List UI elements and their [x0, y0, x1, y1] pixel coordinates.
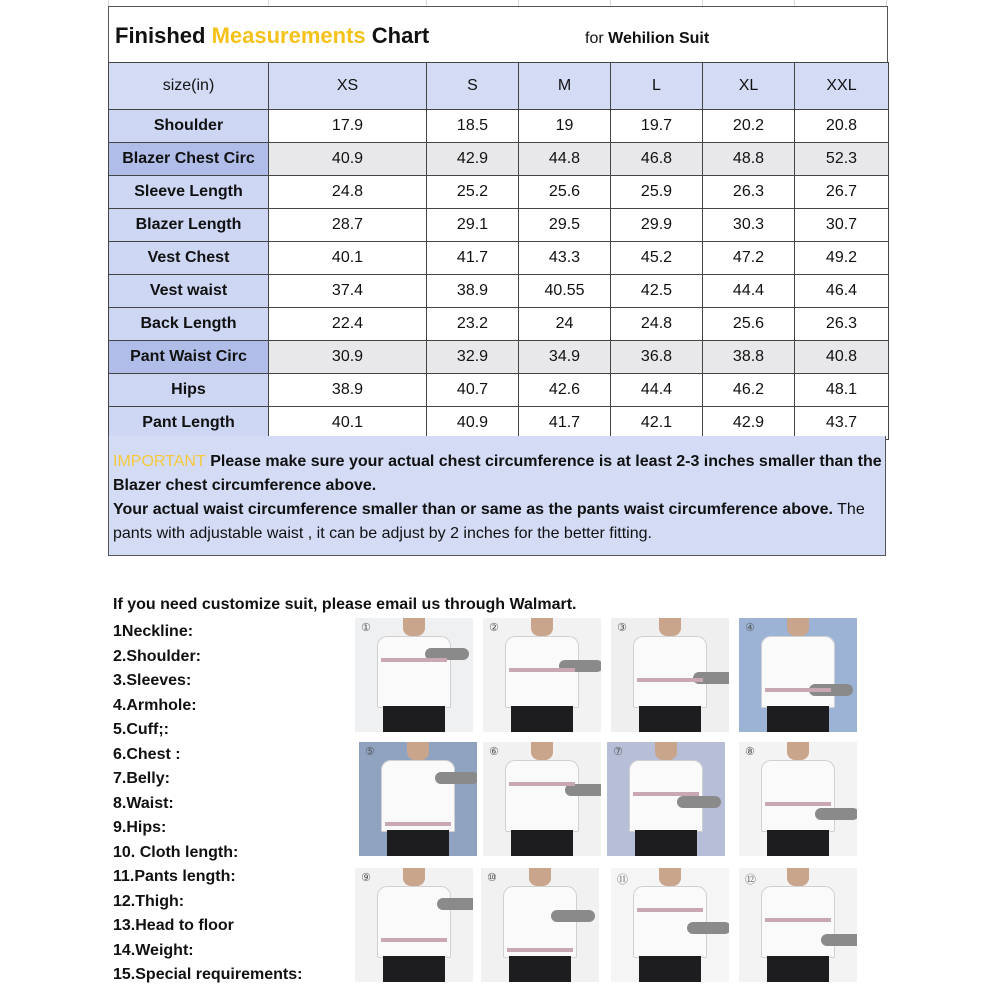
- measuring-tape: [509, 668, 575, 672]
- measurement-cell: 40.1: [269, 407, 427, 440]
- measuring-tape: [765, 688, 831, 692]
- measurement-cell: 32.9: [427, 341, 519, 374]
- guide-list-item: 9.Hips:: [113, 819, 167, 836]
- measurement-cell: 45.2: [611, 242, 703, 275]
- model-head: [403, 618, 425, 636]
- photo-number: ⑧: [745, 746, 755, 758]
- measurement-cell: 40.9: [427, 407, 519, 440]
- measurement-cell: 26.3: [795, 308, 889, 341]
- measurement-cell: 25.2: [427, 176, 519, 209]
- measuring-tape: [509, 782, 575, 786]
- photo-number: ①: [361, 622, 371, 634]
- guide-list-item: 1Neckline:: [113, 623, 194, 640]
- photo-number: ⑤: [365, 746, 375, 758]
- measuring-tape: [765, 802, 831, 806]
- chart-title: [115, 23, 429, 49]
- measuring-arm: [821, 934, 857, 946]
- measurement-cell: 24.8: [611, 308, 703, 341]
- photo-number: ③: [617, 622, 627, 634]
- guide-list-item: 6.Chest :: [113, 745, 181, 763]
- size-column-header: size(in): [109, 63, 269, 110]
- measurement-cell: 40.9: [269, 143, 427, 176]
- measurement-photo: [483, 618, 601, 732]
- measuring-arm: [687, 922, 729, 934]
- measurement-cell: 34.9: [519, 341, 611, 374]
- measurement-photo: [739, 618, 857, 732]
- size-header-cell: S: [427, 63, 519, 110]
- chart-subtitle: [585, 30, 709, 48]
- measurement-cell: 17.9: [269, 110, 427, 143]
- table-row: [109, 275, 889, 308]
- measurement-cell: 36.8: [611, 341, 703, 374]
- measurement-cell: 30.9: [269, 341, 427, 374]
- guide-list-item: 14.Weight:: [113, 941, 194, 959]
- measuring-tape: [381, 658, 447, 662]
- measuring-arm: [677, 796, 721, 808]
- model-pants: [383, 956, 445, 982]
- measuring-tape: [633, 792, 699, 796]
- photo-number: ⑪: [617, 874, 628, 886]
- measurement-photo: [611, 868, 729, 982]
- measurement-cell: 29.9: [611, 209, 703, 242]
- guide-list-item: 11.Pants length:: [113, 868, 236, 885]
- table-row: [109, 374, 889, 407]
- measurement-photo: [359, 742, 477, 856]
- photo-number: ④: [745, 622, 755, 634]
- table-row: [109, 407, 889, 440]
- measurement-cell: 42.9: [703, 407, 795, 440]
- measurement-cell: 38.9: [269, 374, 427, 407]
- important-label: IMPORTANT: [113, 453, 206, 470]
- row-label: Vest Chest: [109, 242, 269, 275]
- measurement-cell: 44.4: [703, 275, 795, 308]
- model-pants: [767, 956, 829, 982]
- table-row: [109, 341, 889, 374]
- row-label: Vest waist: [109, 275, 269, 308]
- measuring-arm: [551, 910, 595, 922]
- measurement-photo: [481, 868, 599, 982]
- measurement-cell: 46.2: [703, 374, 795, 407]
- measurement-cell: 25.6: [519, 176, 611, 209]
- model-head: [659, 868, 681, 886]
- row-label: Sleeve Length: [109, 176, 269, 209]
- model-shirt: [505, 636, 579, 708]
- measurement-cell: 40.7: [427, 374, 519, 407]
- guide-list-item: 2.Shoulder:: [113, 647, 202, 665]
- measurement-cell: 44.4: [611, 374, 703, 407]
- model-pants: [639, 706, 701, 732]
- measurement-cell: 29.5: [519, 209, 611, 242]
- measurement-cell: 47.2: [703, 242, 795, 275]
- measurement-cell: 38.8: [703, 341, 795, 374]
- photo-number: ⑩: [487, 872, 497, 884]
- measurement-cell: 24: [519, 308, 611, 341]
- measurement-cell: 40.8: [795, 341, 889, 374]
- model-head: [787, 742, 809, 760]
- row-label: Blazer Length: [109, 209, 269, 242]
- photo-number: ⑥: [489, 746, 499, 758]
- model-head: [787, 868, 809, 886]
- model-pants: [511, 830, 573, 856]
- measuring-tape: [381, 938, 447, 942]
- measurement-photo: [739, 868, 857, 982]
- guide-list-item: 7.Belly:: [113, 770, 170, 787]
- measurement-cell: 41.7: [519, 407, 611, 440]
- photo-number: ⑫: [745, 874, 756, 886]
- model-pants: [639, 956, 701, 982]
- model-pants: [509, 956, 571, 982]
- model-head: [407, 742, 429, 760]
- measurement-photo: [611, 618, 729, 732]
- measurement-cell: 19.7: [611, 110, 703, 143]
- title-prefix: Finished: [115, 23, 212, 48]
- measurement-cell: 25.6: [703, 308, 795, 341]
- measurement-cell: 48.1: [795, 374, 889, 407]
- measurement-cell: 37.4: [269, 275, 427, 308]
- guide-list-item: 10. Cloth length:: [113, 843, 239, 861]
- title-accent: Measurements: [211, 23, 366, 48]
- photo-number: ⑨: [361, 872, 371, 884]
- measuring-tape: [385, 822, 451, 826]
- size-header-cell: XXL: [795, 63, 889, 110]
- measuring-tape: [637, 678, 703, 682]
- measurement-photo-grid: [355, 618, 865, 988]
- important-note: [108, 436, 886, 556]
- measurement-table: [108, 62, 889, 440]
- model-shirt: [377, 886, 451, 958]
- measurement-photo: [355, 618, 473, 732]
- measurement-cell: 46.8: [611, 143, 703, 176]
- row-label: Blazer Chest Circ: [109, 143, 269, 176]
- measurement-cell: 20.8: [795, 110, 889, 143]
- subtitle-brand: Wehilion Suit: [608, 30, 710, 47]
- measurement-cell: 20.2: [703, 110, 795, 143]
- measurement-cell: 29.1: [427, 209, 519, 242]
- table-row: [109, 143, 889, 176]
- measurement-photo: [355, 868, 473, 982]
- measurement-cell: 30.3: [703, 209, 795, 242]
- measuring-arm: [815, 808, 857, 820]
- measurement-cell: 42.6: [519, 374, 611, 407]
- model-head: [787, 618, 809, 636]
- model-pants: [635, 830, 697, 856]
- measurement-cell: 28.7: [269, 209, 427, 242]
- model-head: [655, 742, 677, 760]
- measurement-cell: 22.4: [269, 308, 427, 341]
- measuring-arm: [435, 772, 477, 784]
- subtitle-prefix: for: [585, 30, 609, 47]
- measurement-cell: 23.2: [427, 308, 519, 341]
- row-label: Hips: [109, 374, 269, 407]
- guide-list-item: 13.Head to floor: [113, 917, 234, 934]
- measurement-cell: 52.3: [795, 143, 889, 176]
- measurement-cell: 19: [519, 110, 611, 143]
- note-adjustable: The pants with adjustable waist , it can be adjust by 2 inches for the better fitting.: [113, 501, 865, 542]
- photo-number: ⑦: [613, 746, 623, 758]
- chart-title-row: [108, 6, 888, 63]
- measurement-cell: 26.3: [703, 176, 795, 209]
- model-head: [531, 742, 553, 760]
- guide-list-item: 4.Armhole:: [113, 696, 197, 714]
- measurement-cell: 42.5: [611, 275, 703, 308]
- measurement-cell: 43.7: [795, 407, 889, 440]
- photo-number: ②: [489, 622, 499, 634]
- measurement-cell: 18.5: [427, 110, 519, 143]
- model-shirt: [377, 636, 451, 708]
- measurement-cell: 49.2: [795, 242, 889, 275]
- measurement-cell: 25.9: [611, 176, 703, 209]
- measurement-cell: 46.4: [795, 275, 889, 308]
- table-header-row: [109, 63, 889, 110]
- model-pants: [383, 706, 445, 732]
- measurement-cell: 48.8: [703, 143, 795, 176]
- table-row: [109, 176, 889, 209]
- custom-measurement-list: [113, 620, 302, 988]
- model-head: [403, 868, 425, 886]
- size-header-cell: XL: [703, 63, 795, 110]
- guide-list-item: 15.Special requirements:: [113, 966, 303, 983]
- title-suffix: Chart: [365, 23, 430, 48]
- measurement-cell: 42.9: [427, 143, 519, 176]
- measurement-cell: 44.8: [519, 143, 611, 176]
- measuring-tape: [507, 948, 573, 952]
- model-shirt: [761, 886, 835, 958]
- size-header-cell: M: [519, 63, 611, 110]
- measurement-photo: [739, 742, 857, 856]
- guide-list-item: 12.Thigh:: [113, 892, 185, 910]
- measurement-cell: 40.1: [269, 242, 427, 275]
- note-waist: Your actual waist circumference smaller than or same as the pants waist circumference above.: [113, 501, 833, 518]
- model-pants: [767, 706, 829, 732]
- measurement-cell: 43.3: [519, 242, 611, 275]
- measurement-cell: 26.7: [795, 176, 889, 209]
- model-shirt: [505, 760, 579, 832]
- measurement-cell: 41.7: [427, 242, 519, 275]
- guide-list-item: 3.Sleeves:: [113, 672, 192, 689]
- row-label: Shoulder: [109, 110, 269, 143]
- measurement-cell: 38.9: [427, 275, 519, 308]
- model-pants: [767, 830, 829, 856]
- model-shirt: [761, 636, 835, 708]
- model-pants: [511, 706, 573, 732]
- measurement-photo: [483, 742, 601, 856]
- guide-list-item: 8.Waist:: [113, 794, 174, 812]
- model-shirt: [761, 760, 835, 832]
- table-row: [109, 308, 889, 341]
- note-chest: Please make sure your actual chest circumference is at least 2-3 inches smaller than the Blazer chest circumference above.: [113, 453, 882, 494]
- model-head: [529, 868, 551, 886]
- measuring-arm: [437, 898, 473, 910]
- model-pants: [387, 830, 449, 856]
- table-row: [109, 110, 889, 143]
- measurement-cell: 42.1: [611, 407, 703, 440]
- size-header-cell: XS: [269, 63, 427, 110]
- row-label: Pant Length: [109, 407, 269, 440]
- row-label: Back Length: [109, 308, 269, 341]
- measuring-tape: [637, 908, 703, 912]
- measurement-cell: 40.55: [519, 275, 611, 308]
- table-row: [109, 242, 889, 275]
- measurement-cell: 24.8: [269, 176, 427, 209]
- model-head: [659, 618, 681, 636]
- size-header-cell: L: [611, 63, 703, 110]
- measuring-tape: [765, 918, 831, 922]
- guide-list-item: 5.Cuff;:: [113, 721, 169, 738]
- table-row: [109, 209, 889, 242]
- model-head: [531, 618, 553, 636]
- row-label: Pant Waist Circ: [109, 341, 269, 374]
- measurement-cell: 30.7: [795, 209, 889, 242]
- measurement-photo: [607, 742, 725, 856]
- custom-guide-title: If you need customize suit, please email us through Walmart.: [113, 596, 577, 613]
